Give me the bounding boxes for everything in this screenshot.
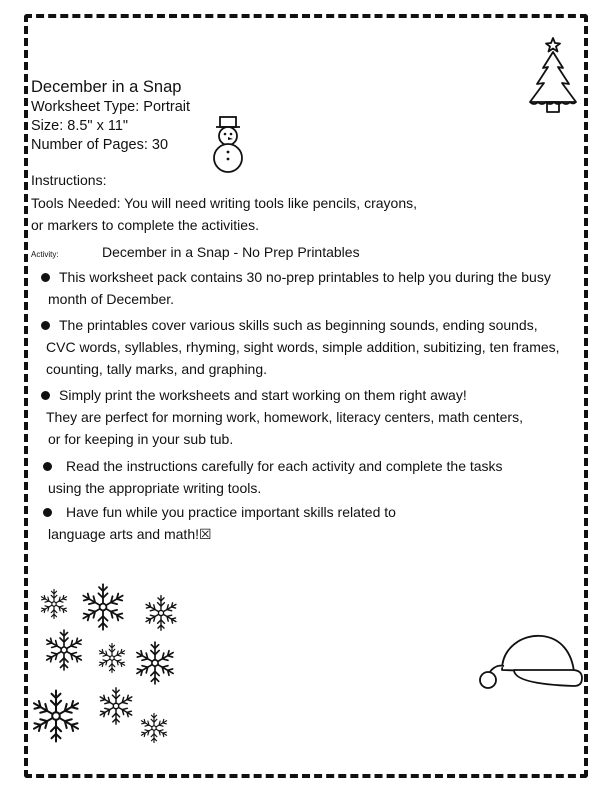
snowflake-icon xyxy=(78,582,128,632)
bullet-2-line-2: CVC words, syllables, rhyming, sight words, simple addition, subitizing, ten frames, xyxy=(46,339,560,355)
bullet-dot xyxy=(41,321,50,330)
page-count: Number of Pages: 30 xyxy=(31,137,169,153)
snowflake-icon xyxy=(96,642,128,674)
snowflake-icon xyxy=(42,628,86,672)
bullet-dot xyxy=(43,462,52,471)
worksheet-type: Worksheet Type: Portrait xyxy=(31,99,191,115)
worksheet-size: Size: 8.5" x 11" xyxy=(31,118,129,134)
bullet-5-line-2: language arts and math!☒ xyxy=(48,526,212,542)
bullet-dot xyxy=(41,273,50,282)
snowflake-icon xyxy=(38,588,70,620)
bullet-1-line-1: This worksheet pack contains 30 no-prep printables to help you during the busy xyxy=(59,269,551,285)
christmas-tree-icon xyxy=(518,34,588,120)
snowman-icon xyxy=(206,114,250,174)
tools-line-1: Tools Needed: You will need writing tools like pencils, crayons, xyxy=(31,195,417,211)
bullet-3-line-1: Simply print the worksheets and start working on them right away! xyxy=(59,387,467,403)
activity-title: December in a Snap - No Prep Printables xyxy=(102,244,360,260)
snowflake-icon xyxy=(142,594,180,632)
worksheet-title: December in a Snap xyxy=(31,78,182,96)
santa-hat-icon xyxy=(474,626,588,700)
bullet-4-line-1: Read the instructions carefully for each activity and complete the tasks xyxy=(66,458,503,474)
activity-label: Activity: xyxy=(31,250,59,259)
snowflake-icon xyxy=(96,686,136,726)
bullet-4-line-2: using the appropriate writing tools. xyxy=(48,480,262,496)
snowflake-icon xyxy=(28,688,84,744)
instructions-heading: Instructions: xyxy=(31,172,107,188)
bullet-5-line-1: Have fun while you practice important skills related to xyxy=(66,504,396,520)
tools-line-2: or markers to complete the activities. xyxy=(31,217,259,233)
bullet-3-line-3: or for keeping in your sub tub. xyxy=(48,431,234,447)
bullet-2-line-3: counting, tally marks, and graphing. xyxy=(46,361,268,377)
bullet-1-line-2: month of December. xyxy=(48,291,175,307)
bullet-dot xyxy=(41,391,50,400)
bullet-3-line-2: They are perfect for morning work, homework, literacy centers, math centers, xyxy=(46,409,523,425)
snowflake-icon xyxy=(132,640,178,686)
bullet-dot xyxy=(43,508,52,517)
bullet-2-line-1: The printables cover various skills such as beginning sounds, ending sounds, xyxy=(59,317,538,333)
snowflake-icon xyxy=(138,712,170,744)
